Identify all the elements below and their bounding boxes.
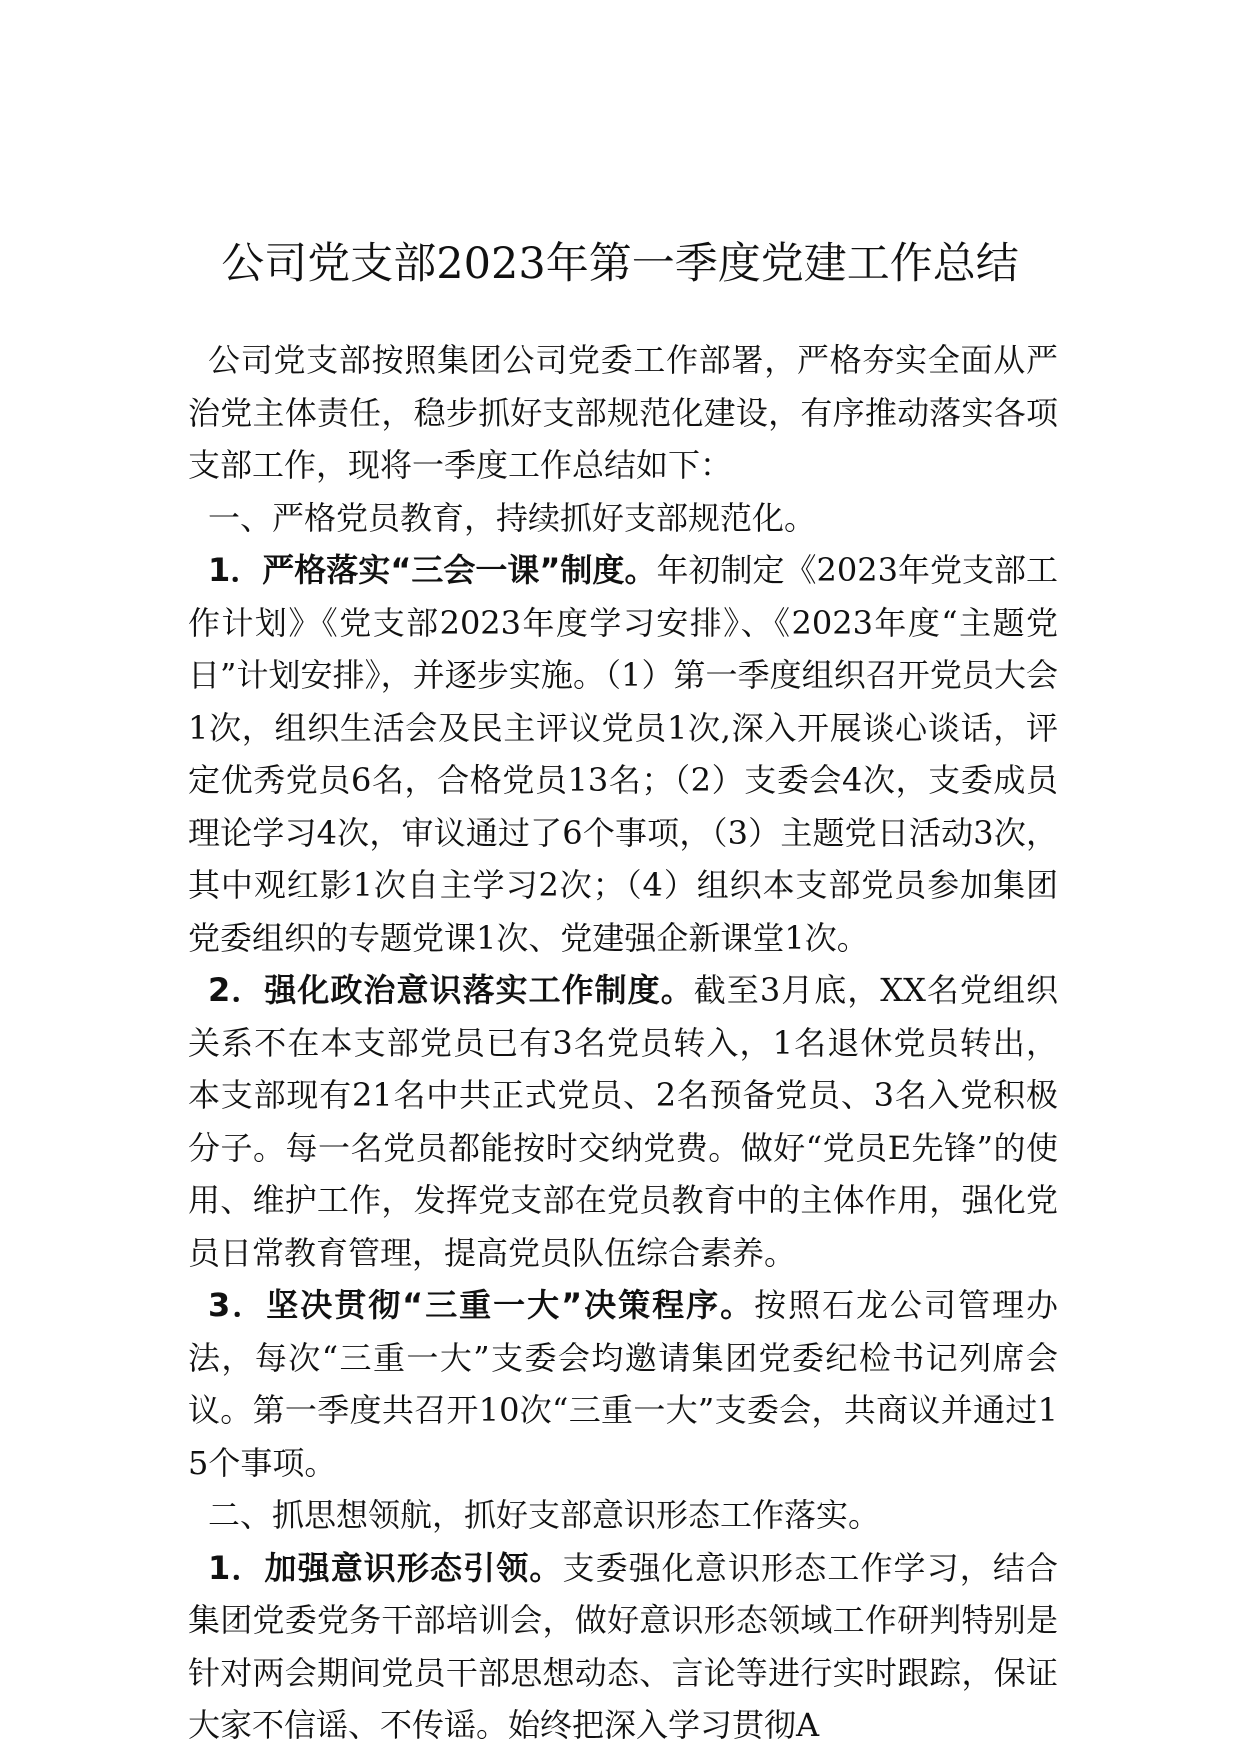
section1-item-1	[188, 544, 1058, 964]
section-heading-1: 一、严格党员教育，持续抓好支部规范化。	[208, 498, 817, 537]
section2-item-1-lead: 1．加强意识形态引领。	[208, 1548, 563, 1587]
section2-item-1-text: 支委强化意识形态工作学习，结合集团党委党务干部培训会，做好意识形态领域工作研判特别是针对两会期间党员干部思想动态、言论等进行实时跟踪，保证大家不信谣、不传谣。始终把深入学习贯彻A	[188, 1548, 1058, 1744]
intro-paragraph: 公司党支部按照集团公司党委工作部署，严格夯实全面从严治党主体责任，稳步抓好支部规范化建设，有序推动落实各项支部工作，现将一季度工作总结如下：	[188, 341, 1058, 484]
document-body	[188, 334, 1058, 1752]
section1-item-3	[188, 1279, 1058, 1489]
section1-item-3-lead: 3．坚决贯彻“三重一大”决策程序。	[208, 1286, 755, 1324]
section1-item-2-lead: 2．强化政治意识落实工作制度。	[208, 971, 694, 1009]
section1-item-1-text: 年初制定《2023年党支部工作计划》《党支部2023年度学习安排》、《2023年度“主题党日”计划安排》，并逐步实施。（1）第一季度组织召开党员大会1次，组织生活会及民主评议党员1次,深入开展谈心谈话，评定优秀党员6名，合格党员13名；（2）支委会4次，支委成员理论学习4次，审议通过了6个事项，（3）主题党日活动3次，其中观红影1次自主学习2次；（4）组织本支部党员参加集团党委组织的专题党课1次、党建强企新课堂1次。	[188, 551, 1058, 957]
section1-item-2-text: 截至3月底，XX名党组织关系不在本支部党员已有3名党员转入，1名退休党员转出，本支部现有21名中共正式党员、2名预备党员、3名入党积极分子。每一名党员都能按时交纳党费。做好“党员E先锋”的使用、维护工作，发挥党支部在党员教育中的主体作用，强化党员日常教育管理，提高党员队伍综合素养。	[188, 971, 1058, 1272]
section1-item-2	[188, 964, 1058, 1279]
section1-item-1-lead: 1．严格落实“三会一课”制度。	[208, 551, 657, 589]
section2-item-1	[188, 1542, 1058, 1752]
document-title: 公司党支部2023年第一季度党建工作总结	[221, 238, 1019, 289]
section1-item-3-text: 按照石龙公司管理办法，每次“三重一大”支委会均邀请集团党委纪检书记列席会议。第一季度共召开10次“三重一大”支委会，共商议并通过15个事项。	[188, 1286, 1058, 1482]
section-heading-2: 二、抓思想领航，抓好支部意识形态工作落实。	[208, 1496, 881, 1534]
